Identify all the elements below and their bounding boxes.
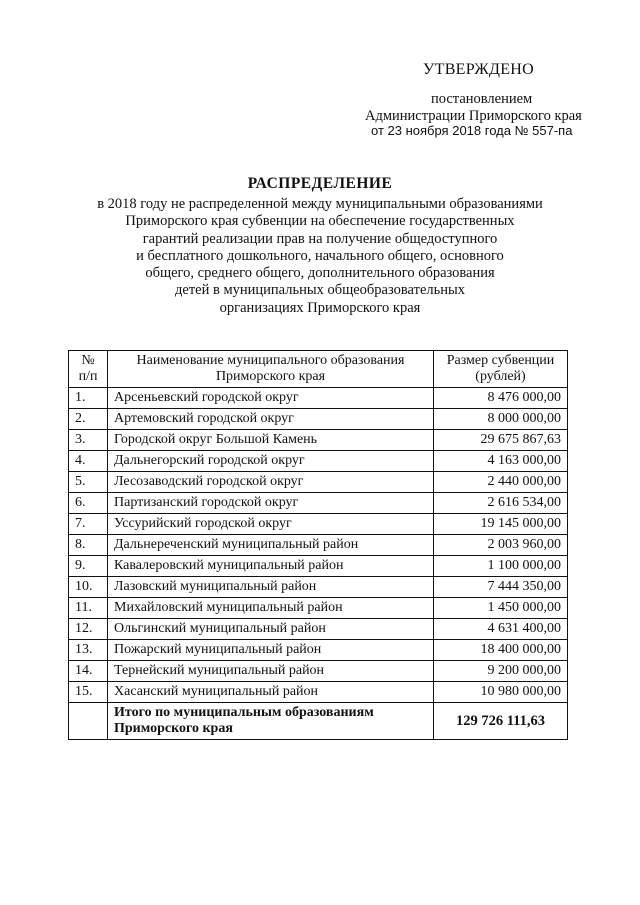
row-num: 3. [69,430,108,451]
header-amount [434,351,568,388]
decree-line-2: Администрации Приморского края [365,108,582,124]
row-amount: 9 200 000,00 [434,661,568,682]
row-name: Тернейский муниципальный район [108,661,434,682]
row-num: 8. [69,535,108,556]
row-num: 14. [69,661,108,682]
row-name: Кавалеровский муниципальный район [108,556,434,577]
table-row [69,514,568,535]
total-amount: 129 726 111,63 [434,703,568,740]
row-amount: 19 145 000,00 [434,514,568,535]
row-amount: 4 163 000,00 [434,451,568,472]
decree-line-3: от 23 ноября 2018 года № 557-па [371,123,573,138]
row-num: 9. [69,556,108,577]
row-name: Дальнегорский городской округ [108,451,434,472]
table-row [69,430,568,451]
table-row [69,472,568,493]
approval-stamp: УТВЕРЖДЕНО [423,61,535,78]
row-num: 12. [69,619,108,640]
row-num: 4. [69,451,108,472]
row-amount: 2 440 000,00 [434,472,568,493]
document-subtitle [60,196,580,317]
row-num: 13. [69,640,108,661]
row-name: Ольгинский муниципальный район [108,619,434,640]
row-amount: 8 476 000,00 [434,388,568,409]
row-num: 1. [69,388,108,409]
row-amount: 1 450 000,00 [434,598,568,619]
header-name [108,351,434,388]
row-name: Дальнереченский муниципальный район [108,535,434,556]
subtitle-line: детей в муниципальных общеобразовательных [175,282,465,299]
row-name: Пожарский муниципальный район [108,640,434,661]
total-label-line2: Приморского края [114,721,233,736]
header-name-line2: Приморского края [215,369,326,384]
row-name: Городской округ Большой Камень [108,430,434,451]
decree-line-1: постановлением [431,91,533,107]
header-amount-line2: (рублей) [475,369,526,384]
header-num-line2: п/п [78,369,98,384]
row-name: Лесозаводский городской округ [108,472,434,493]
row-name: Уссурийский городской округ [108,514,434,535]
table-header-row [69,351,568,388]
table-row [69,451,568,472]
row-name: Хасанский муниципальный район [108,682,434,703]
table-row [69,535,568,556]
table-row [69,640,568,661]
subtitle-line: и бесплатного дошкольного, начального общего, основного [136,247,504,264]
header-num-line1: № [81,353,95,368]
subtitle-line: общего, среднего общего, дополнительного образования [145,265,495,282]
subtitle-line: Приморского края субвенции на обеспечение государственных [125,213,515,230]
row-amount: 18 400 000,00 [434,640,568,661]
row-num: 7. [69,514,108,535]
row-amount: 1 100 000,00 [434,556,568,577]
header-name-line1: Наименование муниципального образования [136,353,405,368]
row-num: 6. [69,493,108,514]
header-num [69,351,108,388]
row-amount: 29 675 867,63 [434,430,568,451]
row-num: 11. [69,598,108,619]
table-row [69,619,568,640]
table-row [69,493,568,514]
header-amount-line1: Размер субвенции [446,353,555,368]
row-name: Михайловский муниципальный район [108,598,434,619]
table-row [69,388,568,409]
subtitle-line: в 2018 году не распределенной между муниципальными образованиями [97,196,543,212]
table-row [69,598,568,619]
row-num: 10. [69,577,108,598]
subtitle-line: гарантий реализации прав на получение общедоступного [142,230,498,247]
row-amount: 4 631 400,00 [434,619,568,640]
row-name: Артемовский городской округ [108,409,434,430]
row-amount: 10 980 000,00 [434,682,568,703]
total-row [69,703,568,740]
table-row [69,661,568,682]
distribution-table [68,350,568,740]
row-name: Арсеньевский городской округ [108,388,434,409]
row-amount: 2 616 534,00 [434,493,568,514]
row-name: Лазовский муниципальный район [108,577,434,598]
row-name: Партизанский городской округ [108,493,434,514]
table-row [69,556,568,577]
row-amount: 8 000 000,00 [434,409,568,430]
row-num: 5. [69,472,108,493]
row-amount: 7 444 350,00 [434,577,568,598]
row-amount: 2 003 960,00 [434,535,568,556]
row-num: 15. [69,682,108,703]
total-num [69,703,108,740]
row-num: 2. [69,409,108,430]
total-label [108,703,434,740]
document-title: РАСПРЕДЕЛЕНИЕ [247,175,393,192]
total-label-line1: Итого по муниципальным образованиям [114,705,374,720]
table-row [69,577,568,598]
table-row [69,409,568,430]
table-row [69,682,568,703]
subtitle-line: организациях Приморского края [219,299,421,316]
